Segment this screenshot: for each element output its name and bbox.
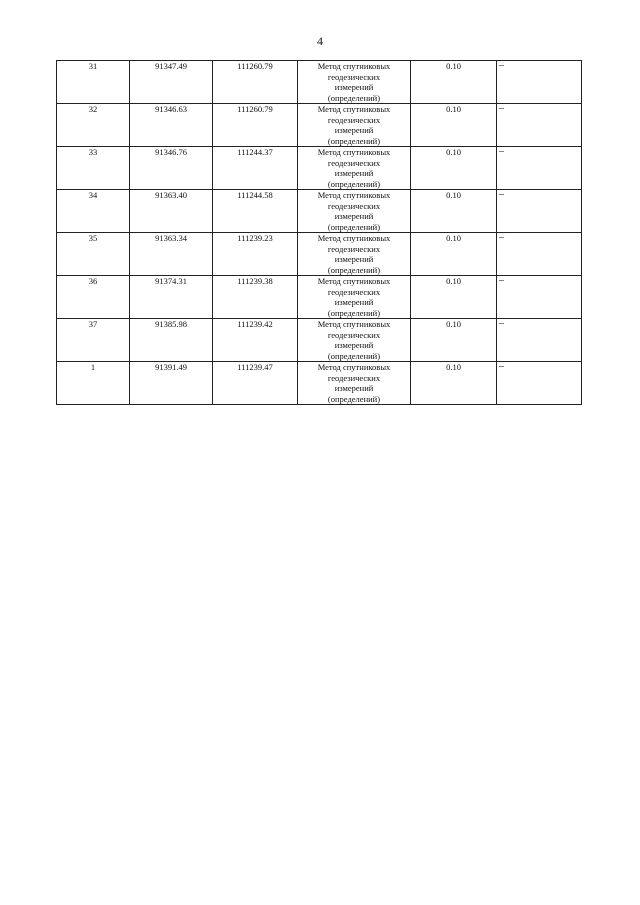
- point-number-cell: 37: [57, 319, 130, 362]
- accuracy-cell: 0.10: [411, 104, 497, 147]
- point-number-cell: 31: [57, 61, 130, 104]
- note-cell: –: [497, 319, 582, 362]
- method-text-line: (определений): [327, 393, 381, 404]
- method-text-line: измерений: [334, 82, 374, 92]
- note-cell: –: [497, 61, 582, 104]
- x-coordinate-cell: 91385.98: [130, 319, 213, 362]
- method-text-line: Метод спутниковых: [317, 276, 391, 286]
- accuracy-cell: 0.10: [411, 319, 497, 362]
- y-coordinate-cell: 111239.23: [213, 233, 298, 276]
- method-text-line: измерений: [334, 168, 374, 178]
- method-text-line: геодезических: [327, 200, 381, 211]
- x-coordinate-cell: 91374.31: [130, 276, 213, 319]
- y-coordinate-cell: 111244.37: [213, 147, 298, 190]
- method-text-line: (определений): [327, 221, 381, 232]
- table-row: [57, 362, 582, 405]
- method-cell: [298, 190, 411, 233]
- coordinates-table: [56, 60, 582, 405]
- y-coordinate-cell: 111239.42: [213, 319, 298, 362]
- method-text-line: измерений: [334, 297, 374, 307]
- y-coordinate-cell: 111260.79: [213, 104, 298, 147]
- table-row: [57, 276, 582, 319]
- method-cell: [298, 233, 411, 276]
- x-coordinate-cell: 91346.76: [130, 147, 213, 190]
- accuracy-cell: 0.10: [411, 362, 497, 405]
- x-coordinate-cell: 91347.49: [130, 61, 213, 104]
- method-text-line: Метод спутниковых: [317, 190, 391, 200]
- note-cell: –: [497, 147, 582, 190]
- point-number-cell: 33: [57, 147, 130, 190]
- method-text-line: геодезических: [327, 71, 381, 82]
- accuracy-cell: 0.10: [411, 233, 497, 276]
- x-coordinate-cell: 91363.40: [130, 190, 213, 233]
- table-row: [57, 190, 582, 233]
- y-coordinate-cell: 111239.47: [213, 362, 298, 405]
- method-text-line: геодезических: [327, 114, 381, 125]
- method-cell: [298, 319, 411, 362]
- method-cell: [298, 362, 411, 405]
- method-text-line: геодезических: [327, 157, 381, 168]
- method-text-line: геодезических: [327, 243, 381, 254]
- method-text-line: Метод спутниковых: [317, 362, 391, 372]
- method-cell: [298, 276, 411, 319]
- note-cell: –: [497, 362, 582, 405]
- method-text-line: геодезических: [327, 329, 381, 340]
- method-text-line: Метод спутниковых: [317, 61, 391, 71]
- y-coordinate-cell: 111260.79: [213, 61, 298, 104]
- method-text-line: (определений): [327, 350, 381, 361]
- method-cell: [298, 104, 411, 147]
- table-row: [57, 61, 582, 104]
- accuracy-cell: 0.10: [411, 190, 497, 233]
- table-row: [57, 319, 582, 362]
- method-text-line: измерений: [334, 254, 374, 264]
- method-text-line: Метод спутниковых: [317, 319, 391, 329]
- accuracy-cell: 0.10: [411, 147, 497, 190]
- table-row: [57, 104, 582, 147]
- method-text-line: измерений: [334, 383, 374, 393]
- note-cell: –: [497, 276, 582, 319]
- method-text-line: измерений: [334, 340, 374, 350]
- point-number-cell: 36: [57, 276, 130, 319]
- accuracy-cell: 0.10: [411, 61, 497, 104]
- accuracy-cell: 0.10: [411, 276, 497, 319]
- method-text-line: (определений): [327, 264, 381, 275]
- method-text-line: (определений): [327, 307, 381, 318]
- method-text-line: измерений: [334, 125, 374, 135]
- method-text-line: Метод спутниковых: [317, 104, 391, 114]
- method-text-line: Метод спутниковых: [317, 233, 391, 243]
- method-cell: [298, 61, 411, 104]
- y-coordinate-cell: 111239.38: [213, 276, 298, 319]
- point-number-cell: 35: [57, 233, 130, 276]
- note-cell: –: [497, 233, 582, 276]
- table-row: [57, 147, 582, 190]
- table-row: [57, 233, 582, 276]
- x-coordinate-cell: 91391.49: [130, 362, 213, 405]
- method-text-line: геодезических: [327, 372, 381, 383]
- method-text-line: геодезических: [327, 286, 381, 297]
- method-text-line: (определений): [327, 178, 381, 189]
- note-cell: –: [497, 104, 582, 147]
- page-number: 4: [317, 34, 323, 48]
- note-cell: –: [497, 190, 582, 233]
- y-coordinate-cell: 111244.58: [213, 190, 298, 233]
- point-number-cell: 32: [57, 104, 130, 147]
- x-coordinate-cell: 91363.34: [130, 233, 213, 276]
- coordinates-table-body: [57, 61, 582, 405]
- method-cell: [298, 147, 411, 190]
- method-text-line: (определений): [327, 92, 381, 103]
- x-coordinate-cell: 91346.63: [130, 104, 213, 147]
- method-text-line: измерений: [334, 211, 374, 221]
- point-number-cell: 1: [57, 362, 130, 405]
- method-text-line: (определений): [327, 135, 381, 146]
- method-text-line: Метод спутниковых: [317, 147, 391, 157]
- point-number-cell: 34: [57, 190, 130, 233]
